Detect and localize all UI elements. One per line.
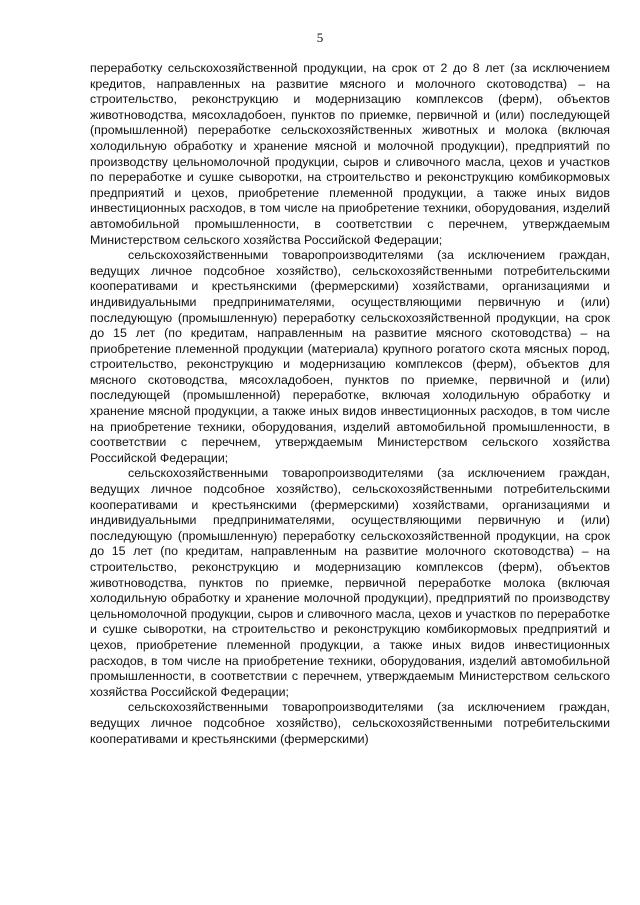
paragraph: сельскохозяйственными товаропроизводителями (за исключением граждан, ведущих личное подсобное хозяйство), сельскохозяйственными потребительскими кооперативами и крестьянскими (фермерскими) (90, 700, 610, 746)
document-body (90, 61, 610, 747)
paragraph: переработку сельскохозяйственной продукции, на срок от 2 до 8 лет (за исключением кредитов, направленных на развитие мясного и молочного скотоводства) – на строительство, реконструкцию и модернизацию комплексов (ферм), объектов животноводства, мясохладобоен, пунктов по приемке, первичной и (или) последующей (промышленной) переработке сельскохозяйственных животных и молока (включая холодильную обработку и хранение мясной и молочной продукции), предприятий по производству цельномолочной продукции, сыров и сливочного масла, цехов и участков по переработке и сушке сыворотки, на строительство и реконструкцию комбикормовых предприятий и цехов, приобретение племенной продукции, а также иных видов инвестиционных расходов, в том числе на приобретение техники, оборудования, изделий автомобильной промышленности, в соответствии с перечнем, утверждаемым Министерством сельского хозяйства Российской Федерации; (90, 61, 610, 247)
paragraph: сельскохозяйственными товаропроизводителями (за исключением граждан, ведущих личное подсобное хозяйство), сельскохозяйственными потребительскими кооперативами и крестьянскими (фермерскими) хозяйствами, организациями и индивидуальными предпринимателями, осуществляющими первичную и (или) последующую (промышленную) переработку сельскохозяйственной продукции, на срок до 15 лет (по кредитам, направленным на развитие мясного скотоводства) – на приобретение племенной продукции (материала) крупного рогатого скота мясных пород, строительство, реконструкцию и модернизацию комплексов (ферм), объектов для мясного скотоводства, мясохладобоен, пунктов по приемке, первичной и (или) последующей (промышленной) переработке, включая холодильную обработку и хранение мясной продукции, а также иных видов инвестиционных расходов, в том числе на приобретение техники, оборудования, изделий автомобильной промышленности, в соответствии с перечнем, утверждаемым Министерством сельского хозяйства Российской Федерации; (90, 248, 610, 465)
paragraph: сельскохозяйственными товаропроизводителями (за исключением граждан, ведущих личное подсобное хозяйство), сельскохозяйственными потребительскими кооперативами и крестьянскими (фермерскими) хозяйствами, организациями и индивидуальными предпринимателями, осуществляющими первичную и (или) последующую (промышленную) переработку сельскохозяйственной продукции, на срок до 15 лет (по кредитам, направленным на развитие молочного скотоводства) – на строительство, реконструкцию и модернизацию комплексов (ферм), объектов животноводства, пунктов по приемке, первичной переработке молока (включая холодильную обработку и хранение молочной продукции), предприятий по производству цельномолочной продукции, сыров и сливочного масла, цехов и участков по переработке и сушке сыворотки, на строительство и реконструкцию комбикормовых предприятий и цехов, приобретение племенной продукции, а также иных видов инвестиционных расходов, в том числе на приобретение техники, оборудования, изделий автомобильной промышленности, в соответствии с перечнем, утверждаемым Министерством сельского хозяйства Российской Федерации; (90, 466, 610, 699)
page-number: 5 (316, 30, 324, 45)
